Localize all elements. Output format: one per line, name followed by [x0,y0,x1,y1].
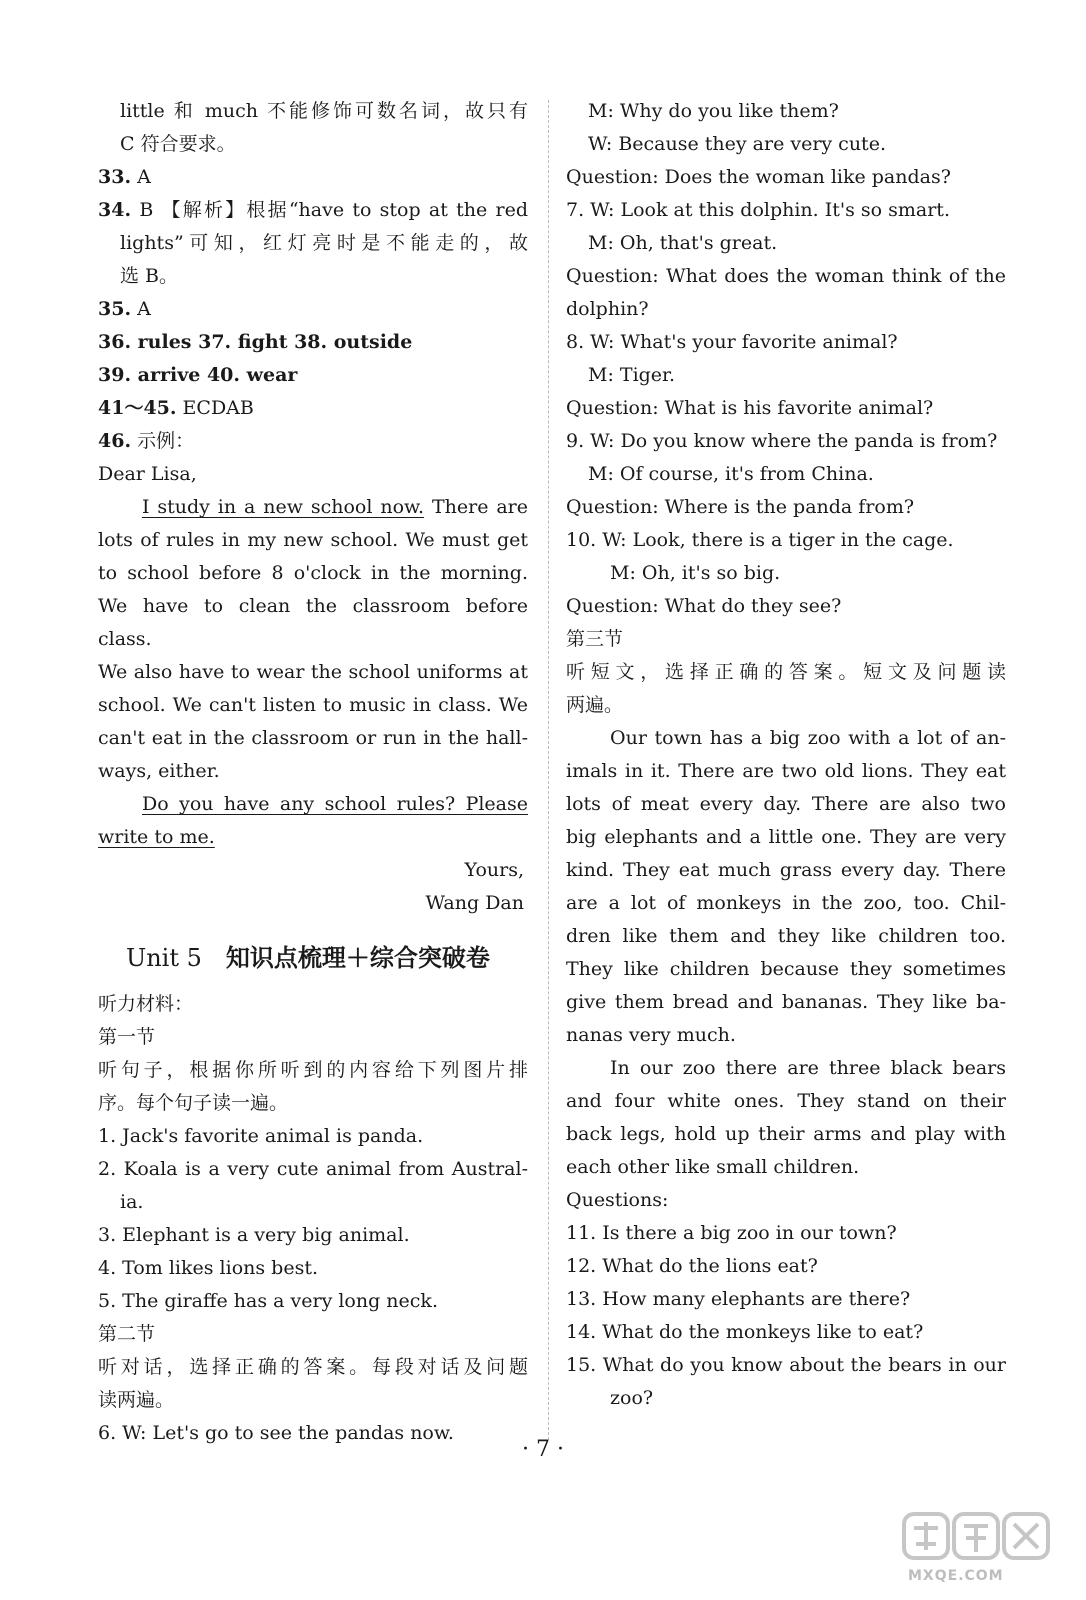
line-text: dolphin? [566,298,649,320]
line-text: W: Because they are very cute. [588,133,886,155]
line-text: Dear Lisa, [98,463,197,485]
text-line [98,988,528,1021]
text-line [98,1384,528,1417]
line-text: back legs, hold up their arms and play with [566,1123,1006,1145]
line-text: A [131,166,151,188]
line-text: A [131,298,151,320]
text-line [566,1052,1006,1085]
text-line [98,1120,528,1153]
text-line [566,1283,1006,1316]
line-text: C 符合要求。 [120,133,236,155]
line-text: M: Why do you like them? [588,100,839,122]
line-text: can't eat in the classroom or run in the hall- [98,727,528,749]
text-line [98,689,528,722]
line-text: 10. W: Look, there is a tiger in the cage. [566,529,954,551]
line-text: 7. W: Look at this dolphin. It's so smart. [566,199,950,221]
text-line [566,1217,1006,1250]
line-text: Question: What does the woman think of the [566,265,1006,287]
line-text: 6. W: Let's go to see the pandas now. [98,1422,454,1444]
line-text: 3. Elephant is a very big animal. [98,1224,410,1246]
text-line [566,1349,1006,1382]
text-line [566,293,1006,326]
text-line [98,425,528,458]
text-line [566,1085,1006,1118]
line-text: 12. What do the lions eat? [566,1255,818,1277]
line-text: 14. What do the monkeys like to eat? [566,1321,924,1343]
line-text: big elephants and a little one. They are very [566,826,1006,848]
text-line [98,1186,528,1219]
text-line [98,887,528,920]
line-text: ia. [120,1191,144,1213]
line-text: 36. rules 37. fight 38. outside [98,331,413,353]
line-text: They like children because they sometimes [566,958,1006,980]
text-line [566,986,1006,1019]
line-tail: There are [424,496,528,518]
listening-material-section [98,988,528,1450]
text-line [566,1019,1006,1052]
text-line [566,1316,1006,1349]
text-line [566,326,1006,359]
line-text: 9. W: Do you know where the panda is from? [566,430,998,452]
text-line [566,128,1006,161]
text-line [566,590,1006,623]
text-line [98,557,528,590]
watermark-badge-icon [902,1510,1050,1566]
text-line [98,788,528,821]
right-column [566,95,1006,1415]
line-text: each other like small children. [566,1156,860,1178]
text-line [566,689,1006,722]
watermark-site: MXQE.COM [908,1568,1004,1584]
line-text: M: Oh, that's great. [588,232,778,254]
line-text: 8. W: What's your favorite animal? [566,331,898,353]
text-line [98,1285,528,1318]
text-line [98,524,528,557]
text-line [566,755,1006,788]
text-line [98,161,528,194]
line-text: school. We can't listen to music in class. We [98,694,528,716]
item-number: 35. [98,298,132,320]
line-text: Do you have any school rules? Please [142,793,528,815]
item-number: 41～45. [98,397,177,419]
line-text: 听句子，根据你所听到的内容给下列图片排 [98,1059,528,1081]
line-text: 13. How many elephants are there? [566,1288,911,1310]
text-line [98,590,528,656]
line-text: little 和 much 不能修饰可数名词，故只有 [120,100,528,122]
line-text: 序。每个句子读一遍。 [98,1092,289,1114]
text-line [98,1318,528,1351]
text-line [566,260,1006,293]
line-text: Question: What do they see? [566,595,842,617]
text-line [98,656,528,689]
left-column [98,95,528,1450]
line-text: lots of rules in my new school. We must get [98,529,528,551]
line-text: M: Oh, it's so big. [610,562,781,584]
watermark-logo [902,1510,1050,1584]
item-number: 33. [98,166,132,188]
line-text: 选 B。 [120,265,179,287]
line-text: 听对话，选择正确的答案。每段对话及问题 [98,1356,528,1378]
text-line [98,1054,528,1087]
line-text: write to me. [98,826,215,848]
line-text: Question: Where is the panda from? [566,496,915,518]
line-text: give them bread and bananas. They like ba- [566,991,1006,1013]
text-line [98,755,528,788]
text-line [98,194,528,227]
line-text: 第三节 [566,628,624,650]
line-text: 示例： [131,430,195,452]
line-text: In our zoo there are three black bears [610,1057,1006,1079]
text-line [566,524,1006,557]
text-line [566,425,1006,458]
line-text: imals in it. There are two old lions. They eat [566,760,1006,782]
text-line [566,887,1006,920]
line-text: 11. Is there a big zoo in our town? [566,1222,897,1244]
line-text: 1. Jack's favorite animal is panda. [98,1125,424,1147]
text-line [566,1184,1006,1217]
text-line [98,1351,528,1384]
page-number: · 7 · [522,1437,564,1462]
text-line [98,722,528,755]
text-line [566,953,1006,986]
text-line [98,1021,528,1054]
text-line [98,1252,528,1285]
line-text: 5. The giraffe has a very long neck. [98,1290,438,1312]
text-line [566,623,1006,656]
text-line [566,194,1006,227]
unit-title [126,938,528,978]
line-text: nanas very much. [566,1024,736,1046]
text-line [98,95,528,128]
line-text: ways, either. [98,760,220,782]
text-line [566,821,1006,854]
text-line [566,392,1006,425]
text-line [98,227,528,260]
line-text: 15. What do you know about the bears in our [566,1354,1006,1376]
text-line [566,359,1006,392]
line-text: B 【解析】根据“have to stop at the red [131,199,528,221]
line-text: 听短文，选择正确的答案。短文及问题读 [566,661,1006,683]
line-text: lights”可知，红灯亮时是不能走的，故 [120,232,528,254]
line-text: 听力材料： [98,993,194,1015]
column-divider [548,100,549,1440]
line-text: Question: Does the woman like pandas? [566,166,951,188]
text-line [98,392,528,425]
text-line [98,326,528,359]
text-line [566,920,1006,953]
text-line [98,260,528,293]
line-text: We also have to wear the school uniforms at [98,661,528,683]
text-line [566,1250,1006,1283]
text-line [566,854,1006,887]
line-text: Yours, [464,859,524,881]
line-text: 2. Koala is a very cute animal from Austral- [98,1158,528,1180]
text-line [566,788,1006,821]
line-text: 39. arrive 40. wear [98,364,298,386]
line-text: 第二节 [98,1323,156,1345]
text-line [566,1151,1006,1184]
text-line [566,95,1006,128]
line-text: M: Of course, it's from China. [588,463,874,485]
text-line [566,491,1006,524]
text-line [566,557,1006,590]
line-text: Wang Dan [425,892,524,914]
text-line [566,1382,1006,1415]
unit-prefix: Unit 5 [126,944,202,972]
line-text: We have to clean the classroom before class. [98,595,528,650]
text-line [98,491,528,524]
line-text: 两遍。 [566,694,624,716]
line-text: 读两遍。 [98,1389,175,1411]
line-text: 第一节 [98,1026,156,1048]
item-number: 46. [98,430,132,452]
text-line [566,722,1006,755]
line-text: zoo? [610,1387,654,1409]
text-line [566,1118,1006,1151]
line-text: I study in a new school now. [142,496,425,518]
text-line [98,128,528,161]
text-line [98,458,528,491]
line-text: ECDAB [176,397,254,419]
unit-title-text: 知识点梳理＋综合突破卷 [225,944,490,972]
item-number: 34. [98,199,132,221]
text-line [98,1153,528,1186]
answer-section [98,95,528,920]
line-text: and four white ones. They stand on their [566,1090,1006,1112]
line-text: dren like them and they like children too. [566,925,1006,947]
text-line [566,227,1006,260]
text-line [98,293,528,326]
text-line [566,458,1006,491]
text-line [98,854,528,887]
line-text: 4. Tom likes lions best. [98,1257,319,1279]
text-line [566,656,1006,689]
line-text: to school before 8 o'clock in the morning. [98,562,528,584]
line-text: Questions: [566,1189,669,1211]
line-text: Our town has a big zoo with a lot of an- [610,727,1006,749]
text-line [98,1219,528,1252]
text-line [98,1087,528,1120]
line-text: are a lot of monkeys in the zoo, too. Chil- [566,892,1006,914]
line-text: Question: What is his favorite animal? [566,397,934,419]
text-line [566,161,1006,194]
text-line [98,359,528,392]
line-text: lots of meat every day. There are also two [566,793,1006,815]
text-line [98,821,528,854]
line-text: M: Tiger. [588,364,676,386]
line-text: kind. They eat much grass every day. There [566,859,1006,881]
